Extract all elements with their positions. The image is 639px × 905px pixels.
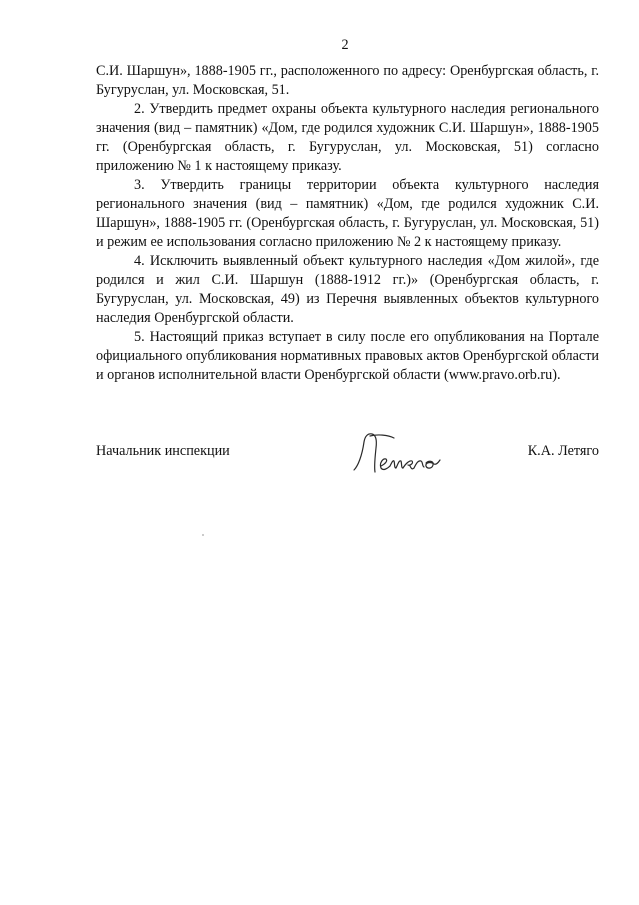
signature-block xyxy=(96,432,599,480)
paragraph-item-2: 2. Утвердить предмет охраны объекта культурного наследия регионального значения (вид – памятник) «Дом, где родился художник С.И. Шаршун», 1888-1905 гг. (Оренбургская область, г. Бугуруслан, ул. Московская, 51) согласно приложению № 1 к настоящему приказу. xyxy=(96,101,599,174)
scan-speck xyxy=(202,534,204,536)
page-number: 2 xyxy=(341,37,349,53)
signatory-name: К.А. Летяго xyxy=(527,443,599,459)
handwritten-signature xyxy=(348,430,456,476)
paragraph-item-5: 5. Настоящий приказ вступает в силу после его опубликования на Портале официального опубликования нормативных правовых актов Оренбургской области и органов исполнительной власти Оренбургской области (www.pravo.orb.ru). xyxy=(96,329,599,383)
paragraph-continuation: С.И. Шаршун», 1888-1905 гг., расположенного по адресу: Оренбургская область, г. Бугуруслан, ул. Московская, 51. xyxy=(96,63,599,98)
document-body xyxy=(96,62,599,385)
paragraph-item-4: 4. Исключить выявленный объект культурного наследия «Дом жилой», где родился и жил С.И. Шаршун (1888-1912 гг.)» (Оренбургская область, г. Бугуруслан, ул. Московская, 49) из Перечня выявленных объектов культурного наследия Оренбургской области. xyxy=(96,253,599,326)
paragraph-item-3: 3. Утвердить границы территории объекта культурного наследия регионального значения (вид – памятник) «Дом, где родился художник С.И. Шаршун», 1888-1905 гг. (Оренбургская область, г. Бугуруслан, ул. Московская, 51) и режим ее использования согласно приложению № 2 к настоящему приказу. xyxy=(96,177,599,250)
signatory-position: Начальник инспекции xyxy=(96,443,230,459)
